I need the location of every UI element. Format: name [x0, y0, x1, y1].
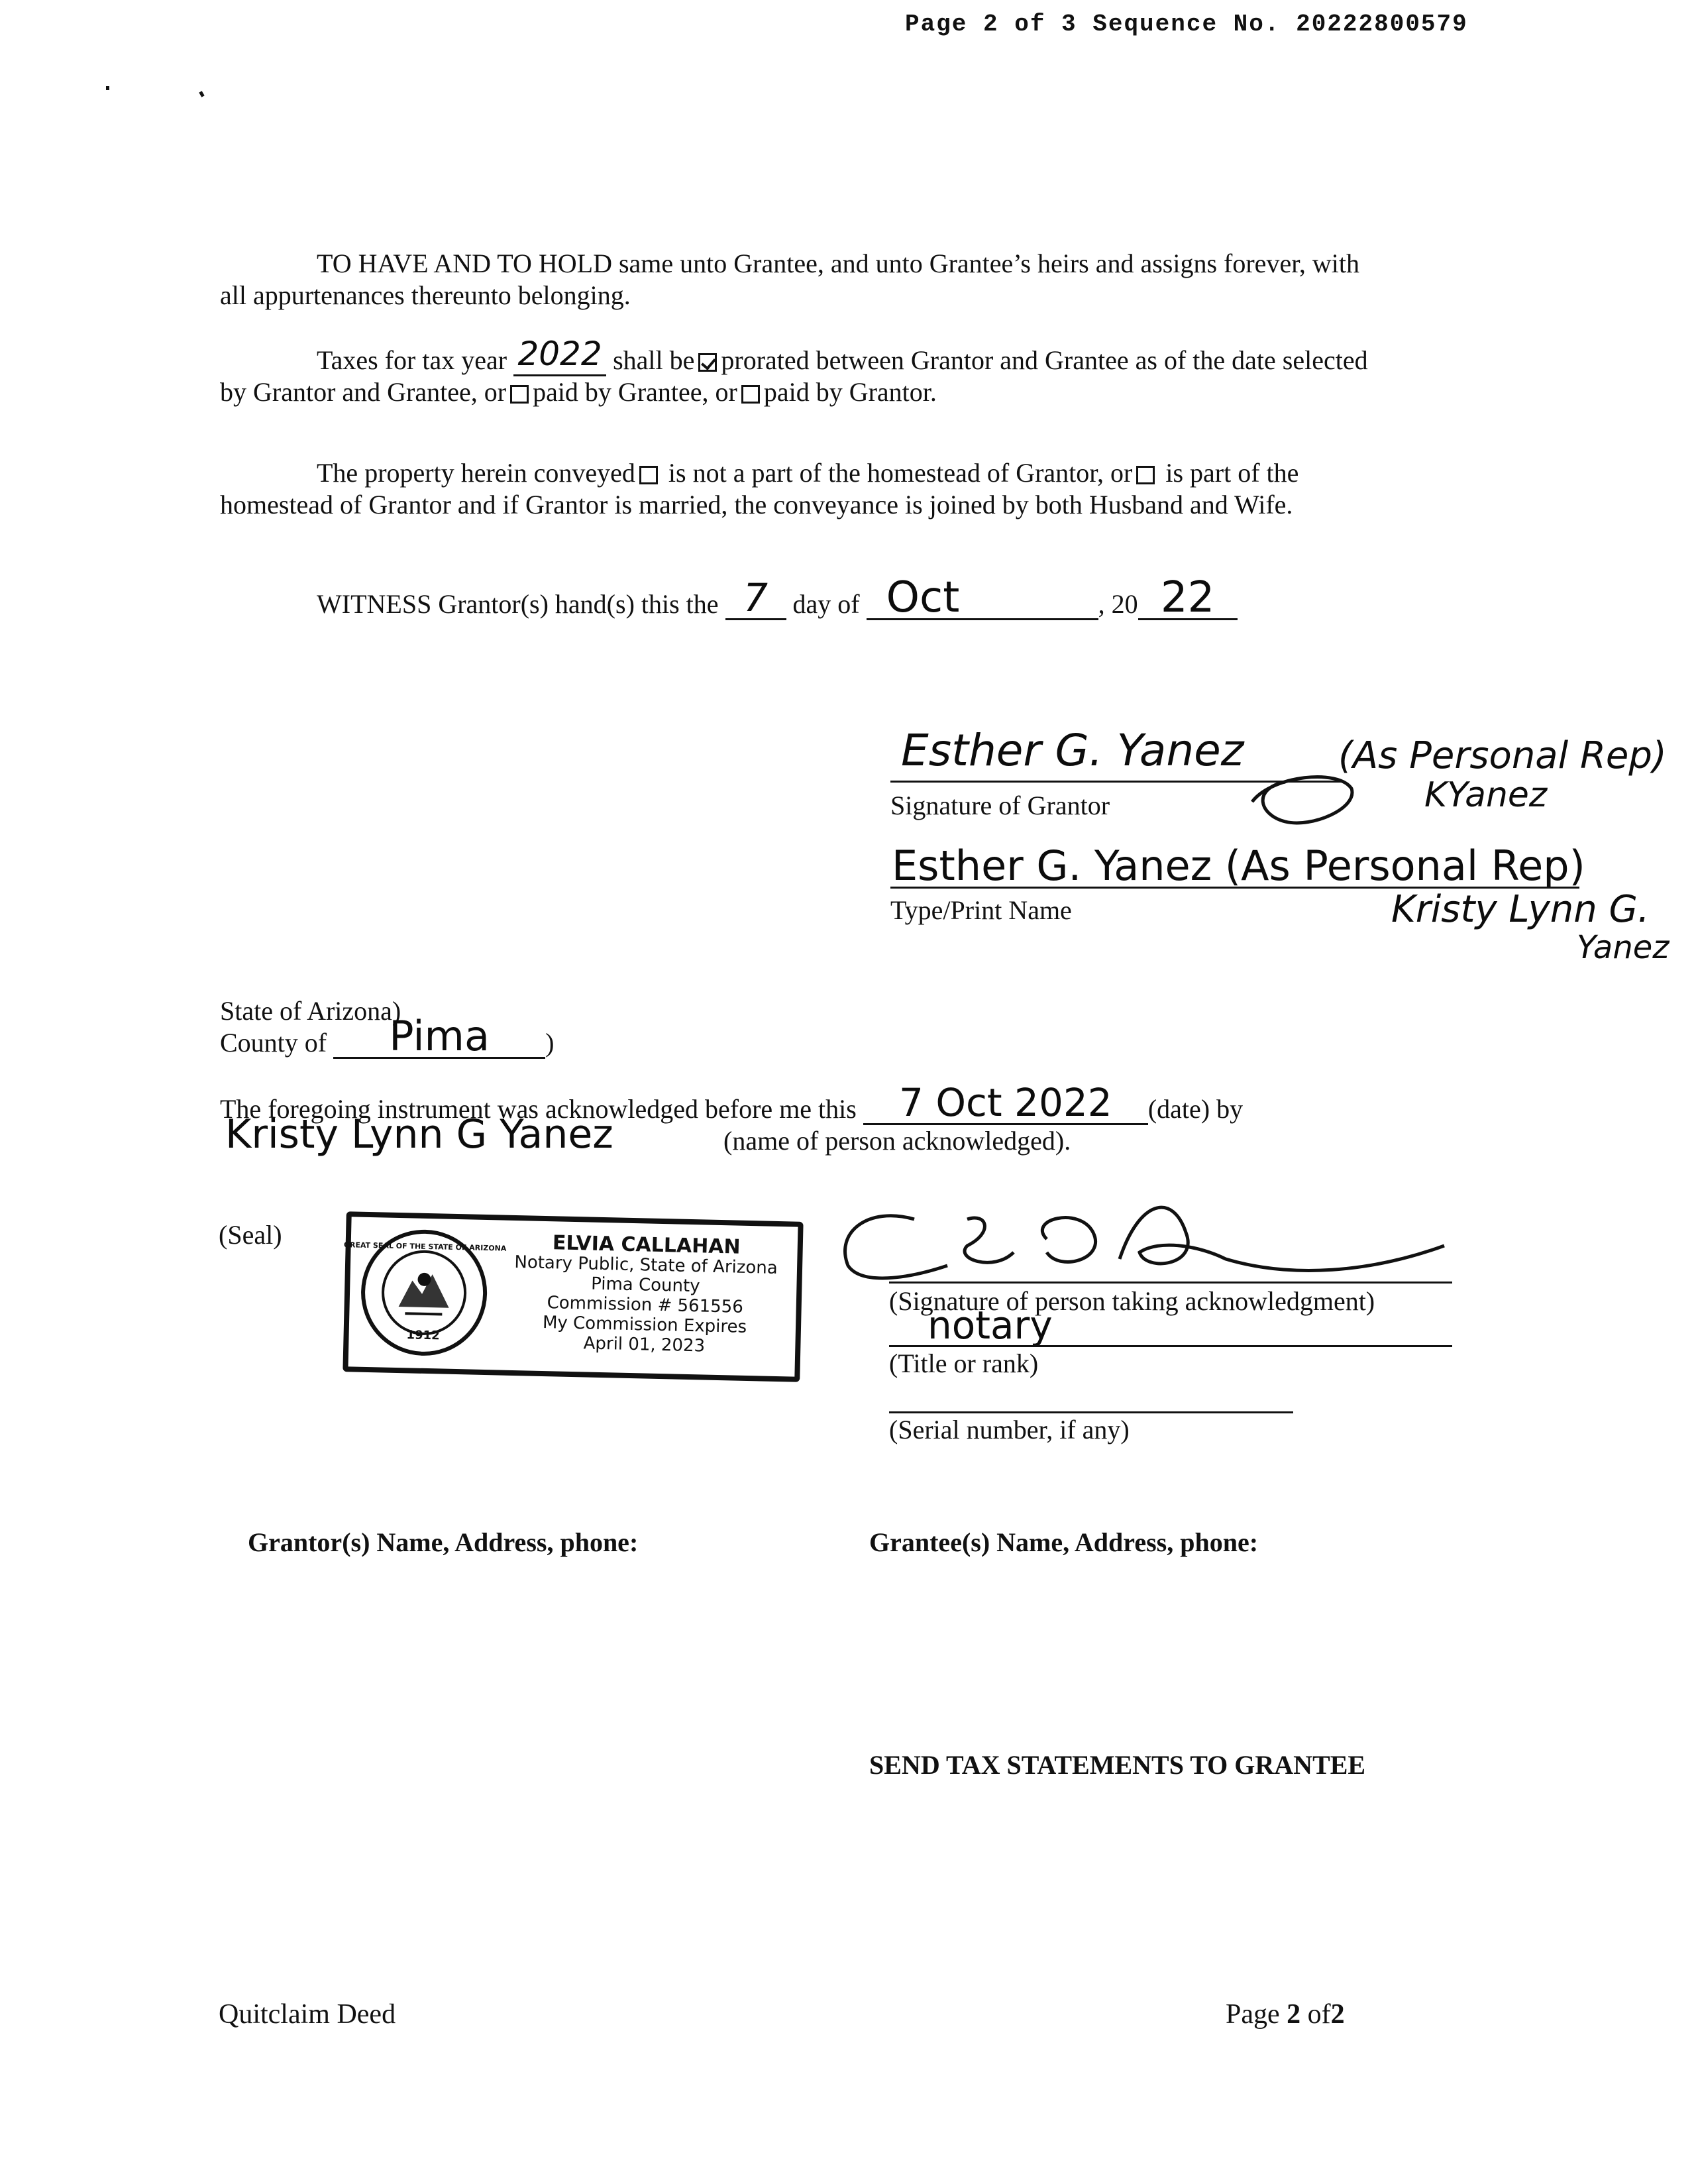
- witness-day-field[interactable]: [725, 575, 786, 620]
- witness-day-handwritten: 7: [743, 575, 768, 620]
- ack-prefix: The foregoing instrument was acknowledged before me this: [220, 1094, 857, 1124]
- paid-by-grantor-checkbox[interactable]: [741, 385, 760, 404]
- homestead-line-2: homestead of Grantor and if Grantor is married, the conveyance is joined by both Husband and Wife.: [220, 490, 1293, 519]
- printed-name-handwritten: Esther G. Yanez (As Personal Rep): [892, 842, 1585, 890]
- shall-be-text: shall be: [613, 345, 695, 375]
- taxes-line-2: [220, 376, 937, 408]
- county-line: [220, 1012, 555, 1060]
- witness-month-field[interactable]: [867, 573, 1098, 622]
- serial-line: [889, 1411, 1293, 1413]
- tax-year-handwritten: 2022: [517, 335, 602, 373]
- sequence-header: Page 2 of 3 Sequence No. 20222800579: [905, 11, 1468, 38]
- signature-flourish: [1246, 762, 1358, 828]
- footer-page-prefix: Page: [1226, 1999, 1280, 2030]
- homestead-line-1: [317, 457, 1298, 489]
- title-line: [889, 1345, 1452, 1347]
- not-homestead-label: is not a part of the homestead of Grantor, or: [668, 458, 1133, 488]
- ack-date-field[interactable]: [863, 1080, 1148, 1125]
- day-of-text: day of: [792, 589, 860, 619]
- type-print-name-label: Type/Print Name: [890, 895, 1072, 925]
- person-handwritten: Kristy Lynn G Yanez: [225, 1111, 613, 1158]
- person-suffix: (name of person acknowledged).: [723, 1126, 1071, 1156]
- seal-label: (Seal): [219, 1220, 282, 1250]
- taxes-prefix: Taxes for tax year: [317, 345, 507, 375]
- taxes-line2-start: by Grantor and Grantee, or: [220, 377, 507, 407]
- tax-year-field[interactable]: [513, 335, 606, 376]
- serial-number-label: (Serial number, if any): [889, 1415, 1130, 1445]
- county-suffix: ): [545, 1028, 555, 1058]
- notary-commission: Commission # 561556: [547, 1293, 744, 1317]
- scan-speck: [106, 86, 109, 90]
- grantor-signature-handwritten: Esther G. Yanez: [901, 725, 1244, 776]
- grantor-address-label: Grantor(s) Name, Address, phone:: [248, 1527, 639, 1557]
- notary-title-handwritten: notary: [928, 1303, 1053, 1348]
- habendum-line-2: all appurtenances thereunto belonging.: [220, 280, 631, 310]
- seal-year: 1912: [406, 1328, 440, 1343]
- witness-year-handwritten: 22: [1160, 573, 1215, 622]
- footer-page-number: [1226, 1998, 1345, 2030]
- send-tax-statements: SEND TAX STATEMENTS TO GRANTEE: [869, 1750, 1366, 1780]
- witness-month-handwritten: Oct: [886, 573, 960, 622]
- not-homestead-checkbox[interactable]: [639, 466, 658, 484]
- footer-doc-type: Quitclaim Deed: [219, 1999, 396, 2030]
- county-prefix: County of: [220, 1028, 327, 1058]
- habendum-line-1: TO HAVE AND TO HOLD same unto Grantee, and unto Grantee’s heirs and assigns forever, with: [317, 248, 1360, 278]
- second-signature-handwritten: KYanez: [1424, 775, 1548, 815]
- state-line: State of Arizona): [220, 996, 401, 1026]
- arizona-seal-icon: [343, 1227, 507, 1359]
- scan-speck: [199, 91, 204, 97]
- year-prefix: , 20: [1098, 589, 1138, 619]
- grantee-address-label: Grantee(s) Name, Address, phone:: [869, 1527, 1259, 1557]
- notary-expires-date: April 01, 2023: [583, 1333, 706, 1356]
- county-handwritten: Pima: [389, 1012, 490, 1060]
- stamp-text-block: [493, 1232, 798, 1358]
- witness-prefix: WITNESS Grantor(s) hand(s) this the: [317, 589, 719, 619]
- person-acknowledged-line: [220, 1111, 1071, 1158]
- is-homestead-label: is part of the: [1165, 458, 1299, 488]
- footer-page-total: 2: [1330, 1999, 1345, 2030]
- second-printed-name-line-1: Kristy Lynn G.: [1391, 888, 1650, 931]
- is-homestead-checkbox[interactable]: [1136, 466, 1155, 484]
- title-or-rank-label: (Title or rank): [889, 1348, 1039, 1378]
- person-field[interactable]: [220, 1111, 723, 1158]
- notary-county: Pima County: [590, 1274, 700, 1297]
- paid-by-grantee-checkbox[interactable]: [510, 385, 529, 404]
- witness-line: [317, 573, 1238, 622]
- witness-year-field[interactable]: [1138, 573, 1238, 622]
- second-printed-name-line-2: Yanez: [1577, 929, 1670, 966]
- paid-by-grantee-label: paid by Grantee, or: [533, 377, 737, 407]
- signature-of-grantor-label: Signature of Grantor: [890, 791, 1110, 820]
- ack-date-handwritten: 7 Oct 2022: [898, 1080, 1112, 1125]
- notary-expires-label: My Commission Expires: [542, 1312, 747, 1337]
- notary-name: ELVIA CALLAHAN: [552, 1231, 741, 1259]
- notary-signature-label: (Signature of person taking acknowledgment): [889, 1286, 1375, 1316]
- notary-title: Notary Public, State of Arizona: [514, 1252, 778, 1278]
- notary-stamp: [343, 1211, 803, 1382]
- paid-by-grantor-label: paid by Grantor.: [763, 377, 937, 407]
- footer-page-of: of: [1307, 1999, 1331, 2030]
- ack-date-suffix: (date) by: [1147, 1094, 1244, 1124]
- homestead-prefix: The property herein conveyed: [317, 458, 635, 488]
- footer-page-num: 2: [1287, 1999, 1301, 2030]
- notary-signature-line: [889, 1282, 1452, 1283]
- grantor-signature-line: [890, 781, 1341, 783]
- notary-signature-handwritten: [828, 1179, 1477, 1292]
- seal-ring-text: GREAT SEAL OF THE STATE OF ARIZONA: [343, 1240, 507, 1253]
- prorated-option-label: prorated between Grantor and Grantee as of the date selected: [721, 345, 1368, 375]
- prorated-checkbox[interactable]: [698, 353, 717, 372]
- county-field[interactable]: [333, 1012, 545, 1060]
- grantor-signature-note: (As Personal Rep): [1338, 734, 1667, 777]
- taxes-line-1: [317, 335, 1368, 376]
